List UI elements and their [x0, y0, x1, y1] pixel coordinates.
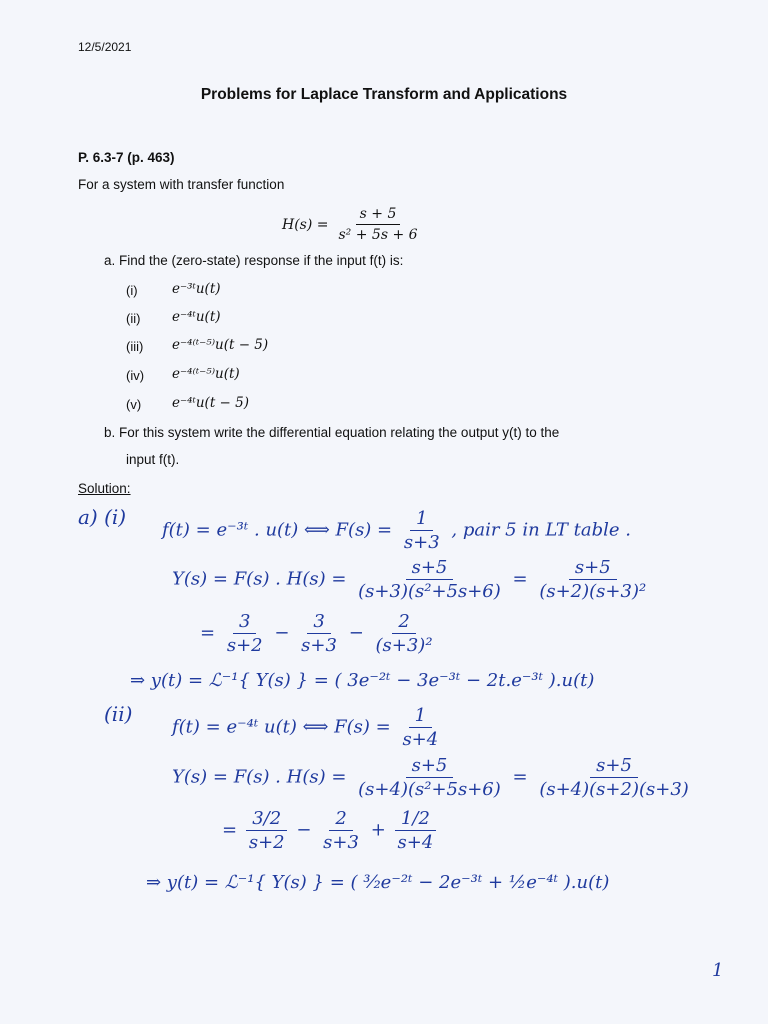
input-expression: e⁻⁴⁽ᵗ⁻⁵⁾u(t − 5): [172, 337, 269, 353]
hw-equals: =: [512, 568, 528, 590]
hw-fraction: [295, 611, 343, 656]
hw-numerator: 2: [392, 611, 415, 634]
hw-numerator: 3: [307, 611, 330, 634]
hw-fraction: [221, 611, 269, 656]
input-label: (iv): [126, 368, 145, 383]
transfer-function: [282, 206, 422, 243]
hw-fraction: [370, 611, 439, 656]
page-title: Problems for Laplace Transform and Applications: [200, 86, 568, 103]
hw-denominator: s+4: [397, 832, 434, 853]
hw-fraction: [352, 755, 507, 800]
hw-result-line: ⇒ y(t) = ℒ⁻¹{ Y(s) } = ( ³⁄₂e⁻²ᵗ − 2e⁻³ᵗ + ½e⁻⁴ᵗ ).u(t): [146, 872, 610, 893]
hw-denominator: s+2: [226, 635, 263, 656]
hw-note: , pair 5 in LT table .: [451, 519, 631, 541]
hw-numerator: s+5: [406, 755, 454, 778]
hw-numerator: 1/2: [395, 808, 436, 831]
input-label: (i): [126, 283, 138, 298]
transfer-numerator: s + 5: [356, 206, 401, 225]
hw-numerator: 2: [329, 808, 352, 831]
hw-part-label: a) (i): [78, 505, 127, 529]
input-label: (v): [126, 397, 142, 412]
hw-fraction: [392, 808, 440, 853]
problem-intro: For a system with transfer function: [78, 177, 285, 192]
hw-text: f(t) = e⁻³ᵗ . u(t) ⟺ F(s) =: [162, 519, 393, 541]
hw-operator: −: [296, 819, 312, 841]
hw-denominator: (s+4)(s²+5s+6): [358, 779, 501, 800]
hw-fraction: [243, 808, 291, 853]
date: 12/5/2021: [78, 40, 132, 54]
hw-denominator: (s+4)(s+2)(s+3): [539, 779, 689, 800]
hw-line: [172, 755, 695, 800]
hw-line: [162, 508, 631, 553]
hw-line: [200, 611, 439, 656]
transfer-denominator: s² + 5s + 6: [338, 227, 418, 243]
transfer-fraction: [335, 206, 422, 243]
solution-label: Solution:: [78, 481, 131, 496]
hw-fraction: [396, 705, 444, 750]
hw-operator: +: [370, 819, 386, 841]
hw-denominator: (s+3)²: [375, 635, 433, 656]
hw-denominator: s+4: [402, 729, 439, 750]
hw-denominator: s+2: [248, 832, 285, 853]
hw-fraction: [533, 755, 694, 800]
hw-denominator: (s+3)(s²+5s+6): [358, 581, 501, 602]
hw-numerator: 3: [233, 611, 256, 634]
hw-numerator: s+5: [590, 755, 638, 778]
hw-text: Y(s) = F(s) . H(s) =: [172, 766, 347, 788]
input-expression: e⁻⁴ᵗu(t): [172, 309, 221, 325]
hw-denominator: s+3: [301, 635, 337, 656]
input-label: (ii): [126, 311, 141, 326]
part-b-question-continued: input f(t).: [126, 452, 180, 467]
part-a-question: a. Find the (zero-state) response if the input f(t) is:: [104, 253, 404, 268]
hw-numerator: 1: [410, 508, 433, 531]
hw-numerator: 1: [409, 705, 432, 728]
hw-part-label: (ii): [104, 702, 133, 726]
hw-line: [172, 705, 444, 750]
transfer-lhs: H(s) =: [282, 216, 329, 233]
hw-denominator: s+3: [403, 532, 440, 553]
problem-id: P. 6.3-7 (p. 463): [78, 150, 175, 165]
part-b-question: b. For this system write the differential equation relating the output y(t) to the: [104, 425, 560, 440]
hw-fraction: [398, 508, 446, 553]
hw-fraction: [352, 557, 507, 602]
hw-numerator: 3/2: [246, 808, 287, 831]
hw-equals: =: [222, 819, 238, 841]
hw-line: [222, 808, 439, 853]
hw-equals: =: [512, 766, 528, 788]
hw-equals: =: [200, 622, 216, 644]
hw-numerator: s+5: [406, 557, 454, 580]
hw-operator: −: [348, 622, 364, 644]
hw-text: Y(s) = F(s) . H(s) =: [172, 568, 347, 590]
hw-text: f(t) = e⁻⁴ᵗ u(t) ⟺ F(s) =: [172, 716, 391, 738]
input-expression: e⁻³ᵗu(t): [172, 281, 221, 297]
input-label: (iii): [126, 339, 144, 354]
hw-denominator: s+3: [323, 832, 359, 853]
input-expression: e⁻⁴ᵗu(t − 5): [172, 395, 249, 411]
hw-numerator: s+5: [569, 557, 617, 580]
hw-fraction: [533, 557, 652, 602]
hw-line: [172, 557, 652, 602]
hw-fraction: [317, 808, 365, 853]
input-expression: e⁻⁴⁽ᵗ⁻⁵⁾u(t): [172, 366, 240, 382]
hw-operator: −: [274, 622, 290, 644]
page-number: 1: [712, 960, 724, 981]
hw-result-line: ⇒ y(t) = ℒ⁻¹{ Y(s) } = ( 3e⁻²ᵗ − 3e⁻³ᵗ − 2t.e⁻³ᵗ ).u(t): [130, 670, 595, 691]
hw-denominator: (s+2)(s+3)²: [539, 581, 647, 602]
